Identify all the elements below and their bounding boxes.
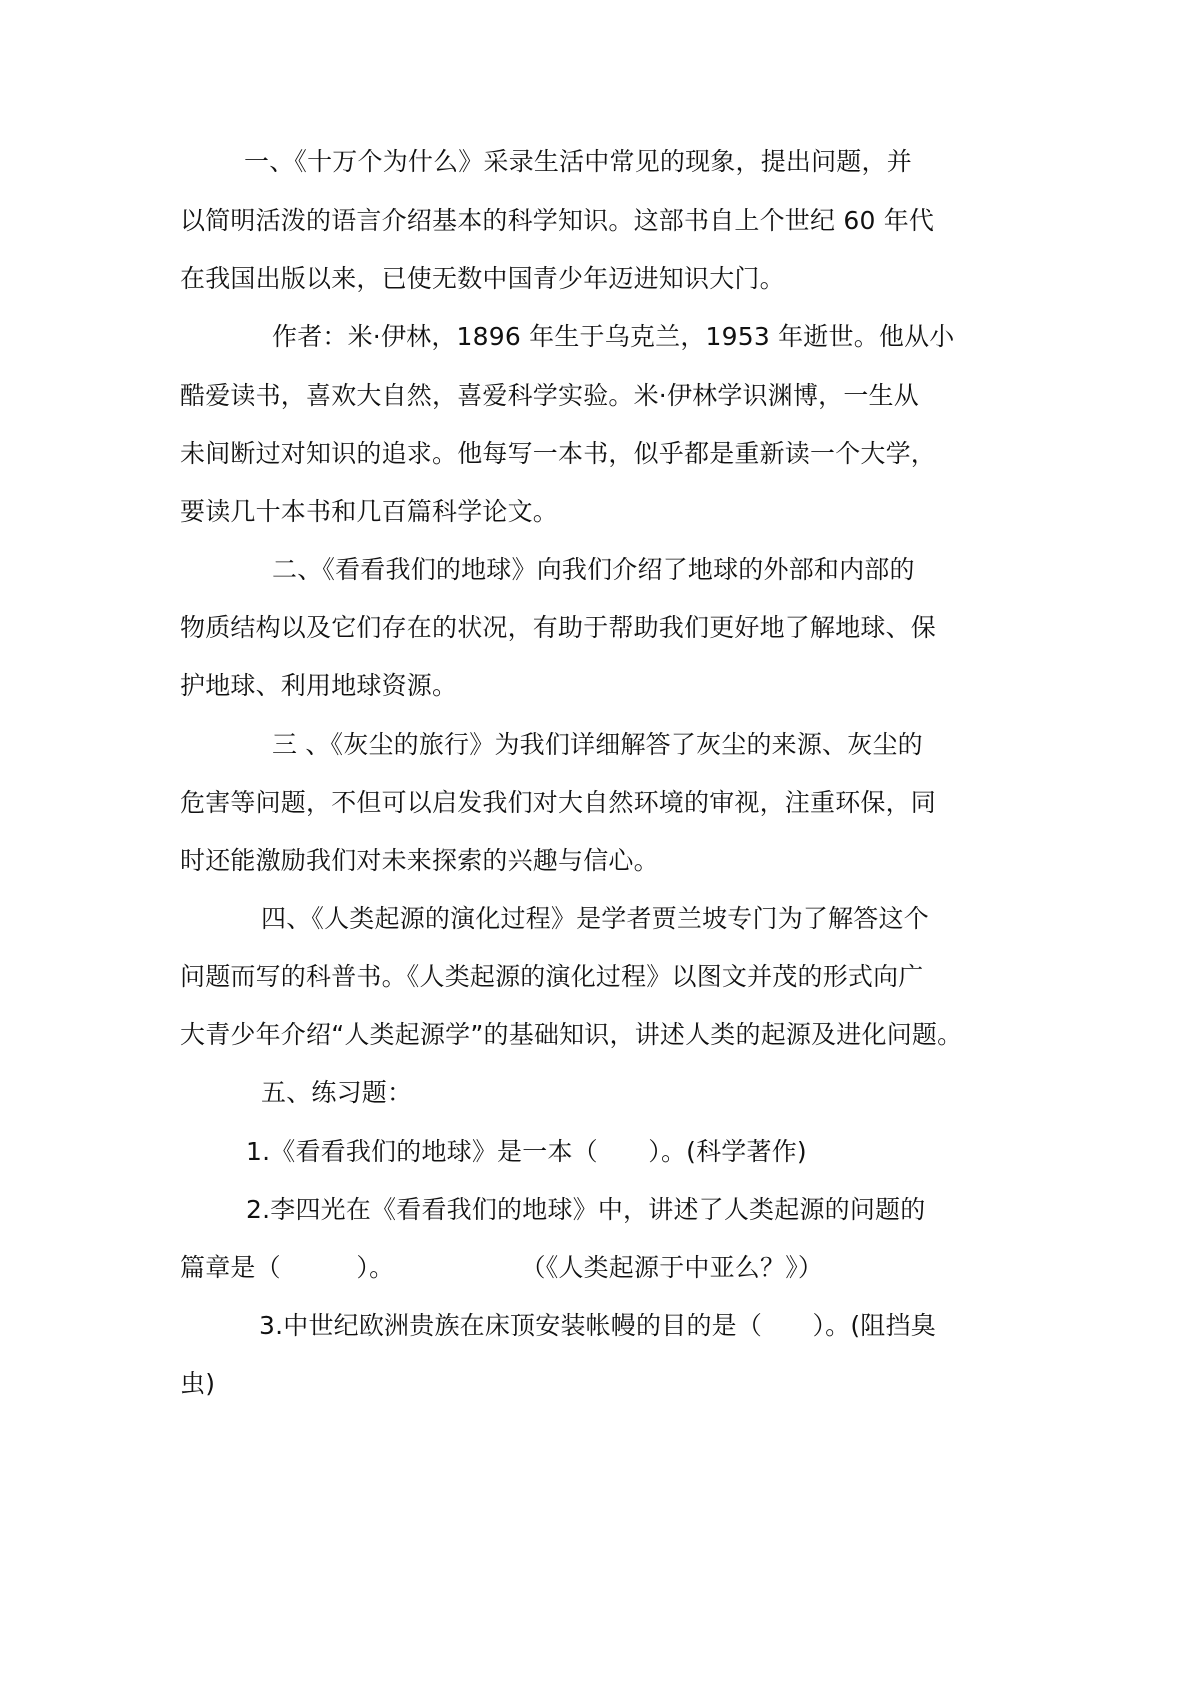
exercise-3-line-1: 3.中世纪欧洲贵族在床顶安装帐幔的目的是（ ）。(阻挡臭	[259, 1311, 936, 1340]
author-line-4: 要读几十本书和几百篇科学论文。	[180, 497, 559, 526]
author-line-2: 酷爱读书，喜欢大自然，喜爱科学实验。米·伊林学识渊博，一生从	[180, 381, 919, 410]
exercise-2-line-2: 篇章是（ ）。 （《人类起源于中亚么？》）	[180, 1253, 824, 1282]
exercises-heading: 五、练习题：	[261, 1078, 413, 1107]
exercise-3-line-2: 虫)	[180, 1369, 216, 1398]
paragraph-2-line-2: 物质结构以及它们存在的状况，有助于帮助我们更好地了解地球、保	[180, 613, 937, 642]
paragraph-1-line-2: 以简明活泼的语言介绍基本的科学知识。这部书自上个世纪 60 年代	[180, 206, 935, 235]
paragraph-4-line-3: 大青少年介绍“人类起源学”的基础知识，讲述人类的起源及进化问题。	[180, 1020, 963, 1049]
exercise-1: 1.《看看我们的地球》是一本（ ）。(科学著作)	[246, 1137, 807, 1166]
paragraph-4-line-1: 四、《人类起源的演化过程》是学者贾兰坡专门为了解答这个	[261, 904, 929, 933]
paragraph-3-line-1: 三 、《灰尘的旅行》为我们详细解答了灰尘的来源、灰尘的	[272, 730, 923, 759]
author-line-1: 作者：米·伊林，1896 年生于乌克兰，1953 年逝世。他从小	[272, 322, 955, 351]
paragraph-4-line-2: 问题而写的科普书。《人类起源的演化过程》以图文并茂的形式向广	[180, 962, 924, 991]
paragraph-1-line-1: 一、《十万个为什么》采录生活中常见的现象，提出问题，并	[244, 147, 912, 176]
paragraph-3-line-3: 时还能激励我们对未来探索的兴趣与信心。	[180, 846, 659, 875]
paragraph-3-line-2: 危害等问题，不但可以启发我们对大自然环境的审视，注重环保，同	[180, 788, 937, 817]
paragraph-2-line-3: 护地球、利用地球资源。	[180, 671, 458, 700]
author-line-3: 未间断过对知识的追求。他每写一本书，似乎都是重新读一个大学，	[180, 439, 937, 468]
paragraph-2-line-1: 二、《看看我们的地球》向我们介绍了地球的外部和内部的	[272, 555, 915, 584]
exercise-2-line-1: 2.李四光在《看看我们的地球》中，讲述了人类起源的问题的	[246, 1195, 926, 1224]
paragraph-1-line-3: 在我国出版以来，已使无数中国青少年迈进知识大门。	[180, 264, 785, 293]
